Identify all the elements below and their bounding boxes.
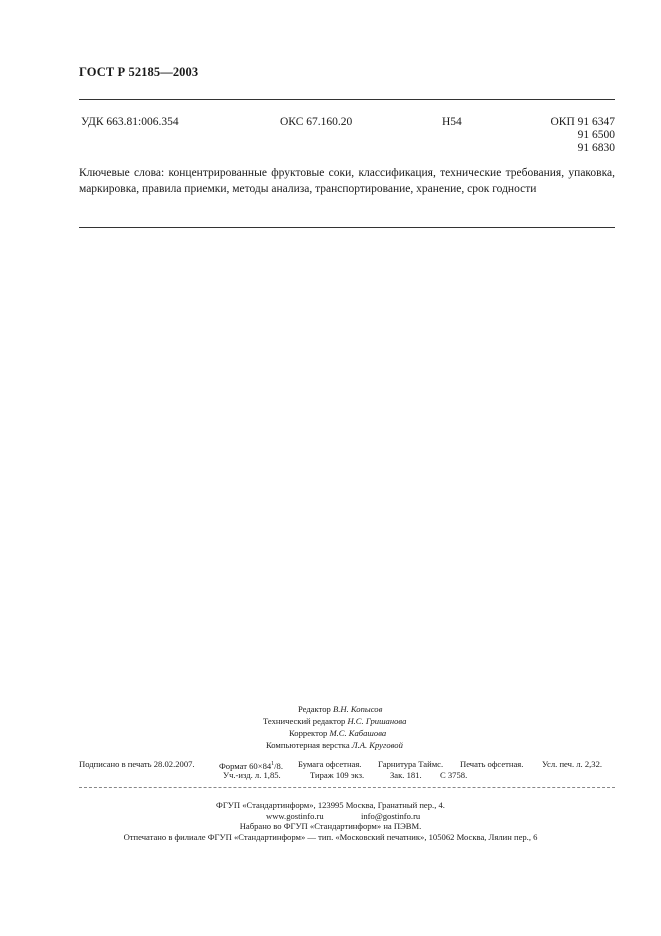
credit-corrector: Корректор М.С. Кабашова (289, 728, 387, 738)
printed-note: Отпечатано в филиале ФГУП «Стандартинформ» — тип. «Московский печатник», 105062 Москва, Лялин пер., 6 (123, 832, 538, 842)
website: www.gostinfo.ru (266, 811, 324, 821)
zak: Зак. 181. (390, 770, 422, 780)
document-code: ГОСТ Р 52185—2003 (79, 65, 199, 79)
credit-editor: Редактор В.Н. Копысов (298, 704, 383, 714)
credit-layout: Компьютерная верстка Л.А. Круговой (266, 740, 403, 750)
udk-code: УДК 663.81:006.354 (81, 116, 179, 128)
group-code: Н54 (442, 116, 462, 128)
c-number: С 3758. (440, 770, 468, 780)
bottom-rule (79, 227, 615, 228)
signed-date: Подписано в печать 28.02.2007. (79, 759, 195, 769)
typeface: Гарнитура Таймс. (378, 759, 444, 769)
usl-pech: Усл. печ. л. 2,32. (542, 759, 603, 769)
top-rule (79, 99, 615, 100)
okp-code-2: 91 6500 (577, 129, 615, 141)
imprint-dashed-rule (79, 787, 615, 788)
okp-codes (544, 116, 615, 155)
okp-code-1: ОКП 91 6347 (550, 116, 615, 128)
typeset-note: Набрано во ФГУП «Стандартинформ» на ПЭВМ. (239, 821, 422, 831)
print-type: Печать офсетная. (460, 759, 524, 769)
keywords-paragraph: Ключевые слова: концентрированные фруктовые соки, классификация, технические требования, упаковка, маркировка, правила приемки, методы анализа, транспортирование, хранение, срок годности (79, 167, 615, 195)
paper: Бумага офсетная. (298, 759, 362, 769)
credit-tech-editor: Технический редактор Н.С. Гришанова (263, 716, 407, 726)
email: info@gostinfo.ru (361, 811, 421, 821)
tirazh: Тираж 109 экз. (310, 770, 365, 780)
format: Формат $60\times 84^1/8$. (219, 760, 284, 771)
uch-izd: Уч.-изд. л. 1,85. (223, 770, 281, 780)
okp-code-3: 91 6830 (577, 142, 615, 154)
oks-code: ОКС 67.160.20 (280, 116, 353, 128)
publisher-address: ФГУП «Стандартинформ», 123995 Москва, Гранатный пер., 4. (216, 800, 445, 810)
